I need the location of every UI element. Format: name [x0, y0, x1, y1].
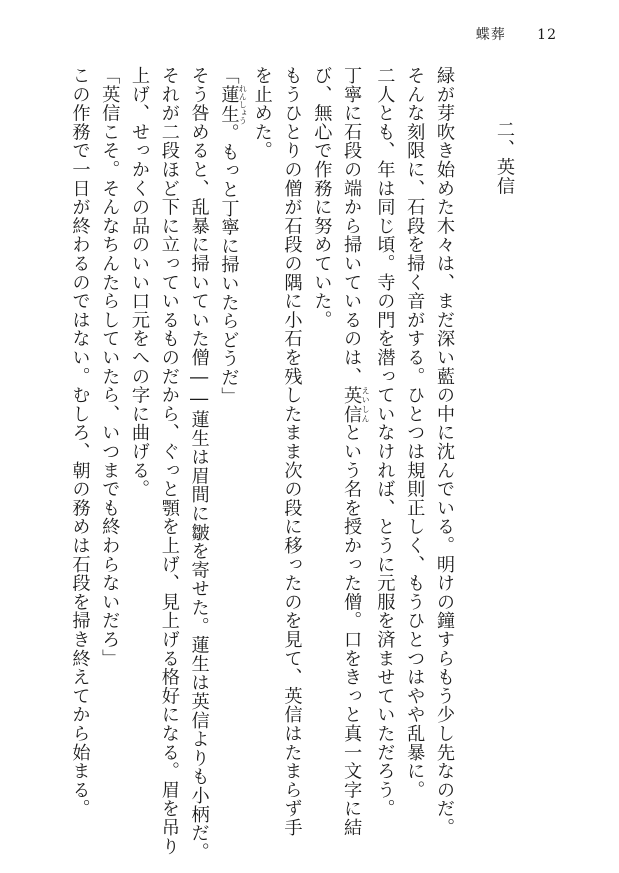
chapter-title: 英信	[494, 157, 515, 196]
text-line: 丁寧に石段の端から掃いているのは、英信 えいしんという名を授かった僧。口をきっと真一文字に結	[341, 66, 371, 837]
furigana-word: 英信 えいしん	[341, 385, 371, 424]
chapter-number: 二、	[494, 120, 515, 158]
furigana-word: 蓮生 れんしょう	[218, 84, 248, 125]
running-head	[476, 24, 557, 44]
text-line: 「蓮生 れんしょう。もっと丁寧に掃いたらどうだ」	[218, 66, 248, 406]
page-number: 12	[537, 27, 557, 43]
text-line: び、無心で作務に努めていた。	[311, 66, 333, 330]
chapter-heading	[489, 66, 519, 846]
text-line: もうひとりの僧が石段の隅に小石を残したまま次の段に移ったのを見て、英信はたまらず手	[281, 66, 303, 837]
text-line: 二人とも、年は同じ頃。寺の門を潜っていなければ、とうに元服を済ませていただろう。	[374, 66, 396, 818]
text-line: を止めた。	[251, 66, 273, 160]
text-line: それが二段ほど下に立っているものだから、ぐっと顎を上げ、見上げる格好になる。眉を吊り	[158, 66, 180, 856]
text-line: 上げ、せっかくの品のいい口元をへの字に曲げる。	[129, 66, 151, 499]
text-line: 緑が芽吹き始めた木々は、まだ深い藍の中に沈んでいる。明けの鐘すらもう少し先なのだ。	[434, 66, 455, 837]
text-line: 「英信こそ。そんなちんたらしていたら、いつまでも終わらないだろ」	[99, 66, 121, 668]
text-line: この作務で一日が終わるのではない。むしろ、朝の務めは石段を掃き終えてから始まる。	[69, 66, 91, 818]
body-text	[65, 66, 459, 862]
book-title: 蝶葬	[475, 27, 506, 43]
text-line: そんな刻限に、石段を掃く音がする。ひとつは規則正しく、もうひとつはやや乱暴に。	[404, 66, 426, 800]
text-line: そう咎めると、乱暴に掃いていた僧――蓮生は眉間に皺を寄せた。蓮生は英信よりも小柄だ。	[188, 66, 210, 862]
